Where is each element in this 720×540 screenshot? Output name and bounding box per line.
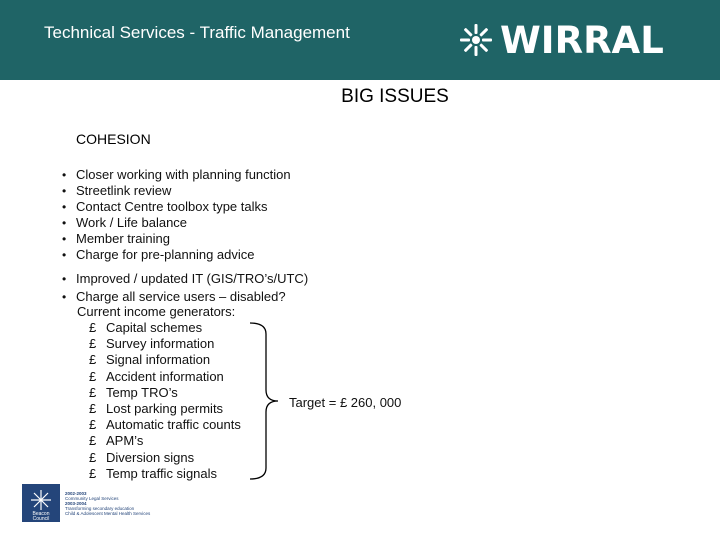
- beacon-star-icon: [22, 484, 60, 522]
- list-item: £ Automatic traffic counts: [89, 417, 241, 433]
- income-target: Target = £ 260, 000: [289, 395, 402, 410]
- list-item: • Streetlink review: [62, 183, 291, 199]
- pound-icon: £: [89, 400, 97, 416]
- award-years: 2003-2004: [65, 501, 87, 506]
- list-item: • Charge for pre-planning advice: [62, 247, 291, 263]
- pound-icon: £: [89, 417, 97, 433]
- list-item: £ Temp TRO’s: [89, 384, 178, 400]
- list-item: • Work / Life balance: [62, 215, 291, 231]
- wirral-emblem-icon: [458, 22, 494, 58]
- list-item: • Charge all service users – disabled?: [62, 288, 308, 306]
- list-item: • Contact Centre toolbox type talks: [62, 199, 291, 215]
- section-heading: COHESION: [76, 131, 151, 147]
- pound-icon: £: [89, 433, 97, 449]
- beacon-council-logo: [22, 484, 150, 522]
- header-title: Technical Services - Traffic Management: [44, 23, 350, 42]
- list-item: £ Signal information: [89, 352, 211, 368]
- curly-brace-icon: [248, 320, 280, 482]
- pound-icon: £: [89, 352, 97, 368]
- income-generators-list: [89, 320, 241, 482]
- pound-icon: £: [89, 384, 97, 400]
- list-item: £ Survey information: [89, 336, 215, 352]
- income-generators-label: Current income generators:: [77, 304, 236, 319]
- beacon-name-line2: Council: [32, 516, 50, 522]
- pound-icon: £: [89, 320, 97, 335]
- list-item: • Member training: [62, 231, 291, 247]
- award-text: Child & Adolescent Mental Health Services: [65, 511, 151, 516]
- list-item: £ APM’s: [89, 433, 144, 449]
- list-item: • Closer working with planning function: [62, 167, 291, 183]
- page-title: BIG ISSUES: [341, 86, 449, 107]
- beacon-awards: [65, 491, 150, 516]
- list-item: £ Diversion signs: [89, 449, 195, 465]
- bullet-list-cohesion: [62, 167, 291, 263]
- bullet-list-it-charges: [62, 270, 308, 306]
- list-item: £ Lost parking permits: [89, 400, 224, 416]
- pound-icon: £: [89, 368, 97, 384]
- beacon-name-line1: Beacon: [32, 511, 50, 517]
- list-item: • Improved / updated IT (GIS/TRO’s/UTC): [62, 270, 308, 288]
- wirral-logo: [458, 20, 664, 60]
- award-years: 2002-2003: [65, 491, 87, 496]
- pound-icon: £: [89, 449, 97, 465]
- award-text: Community Legal Services: [65, 496, 119, 501]
- list-item: £ Accident information: [89, 368, 224, 384]
- logo-wordmark: WIRRAL: [500, 18, 664, 62]
- award-text: Transforming secondary education: [65, 506, 135, 511]
- pound-icon: £: [89, 465, 97, 481]
- list-item: £ Capital schemes: [89, 320, 203, 335]
- pound-icon: £: [89, 336, 97, 352]
- list-item: £ Temp traffic signals: [89, 465, 218, 481]
